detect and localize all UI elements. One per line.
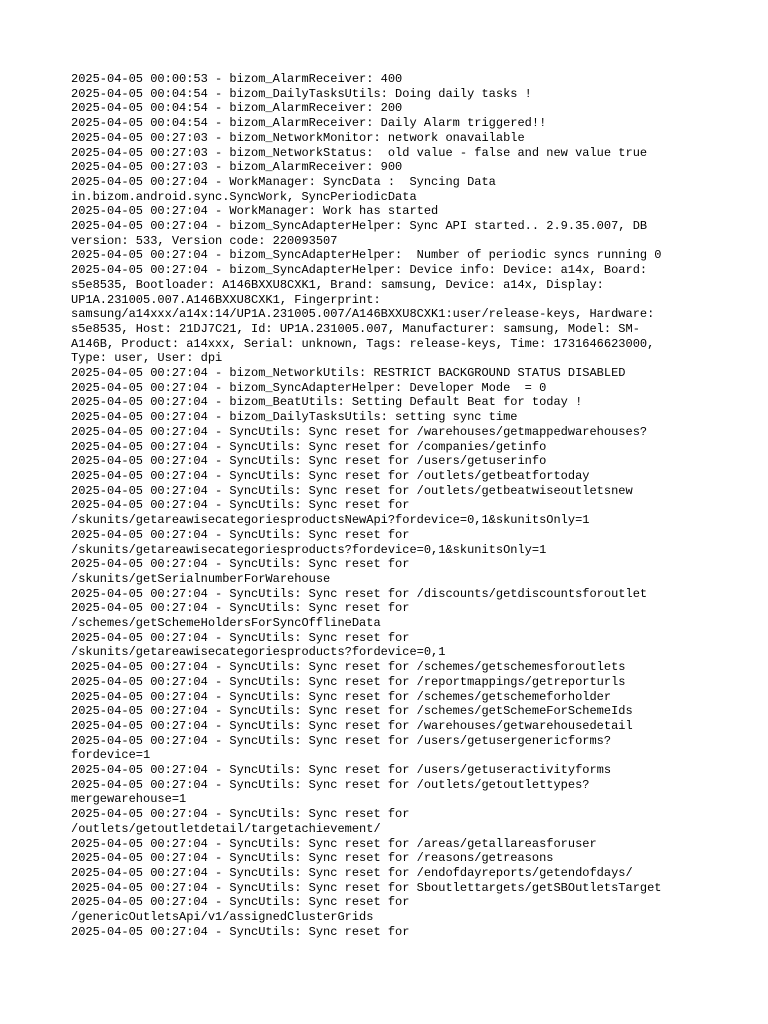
log-line: 2025-04-05 00:27:04 - bizom_SyncAdapterHelper: Sync API started.. 2.9.35.007, DB <box>71 219 648 234</box>
log-line: /skunits/getSerialnumberForWarehouse <box>71 571 331 586</box>
log-line: 2025-04-05 00:27:04 - SyncUtils: Sync reset for /schemes/getschemesforoutlets <box>71 660 626 675</box>
log-line: 2025-04-05 00:27:04 - SyncUtils: Sync reset for <box>71 557 410 572</box>
log-line: 2025-04-05 00:27:04 - SyncUtils: Sync reset for /users/getuseractivityforms <box>71 763 612 778</box>
log-line: 2025-04-05 00:27:04 - bizom_BeatUtils: Setting Default Beat for today ! <box>71 395 583 410</box>
log-line: 2025-04-05 00:27:04 - SyncUtils: Sync reset for /outlets/getbeatfortoday <box>71 468 590 483</box>
log-line: 2025-04-05 00:00:53 - bizom_AlarmReceiver: 400 <box>71 72 403 86</box>
log-line: 2025-04-05 00:27:04 - SyncUtils: Sync reset for /endofdayreports/getendofdays/ <box>71 865 633 880</box>
log-line: 2025-04-05 00:27:04 - SyncUtils: Sync reset for /outlets/getoutlettypes? <box>71 777 590 792</box>
log-line: 2025-04-05 00:27:04 - SyncUtils: Sync reset for <box>71 630 410 645</box>
log-line: s5e8535, Host: 21DJ7C21, Id: UP1A.231005.007, Manufacturer: samsung, Model: SM- <box>71 321 640 336</box>
log-line: 2025-04-05 00:27:04 - SyncUtils: Sync reset for <box>71 498 410 513</box>
log-line: 2025-04-05 00:27:04 - SyncUtils: Sync reset for /warehouses/getwarehousedetail <box>71 718 633 733</box>
log-line: /skunits/getareawisecategoriesproducts?fordevice=0,1 <box>71 645 446 660</box>
log-line: 2025-04-05 00:27:04 - SyncUtils: Sync reset for <box>71 924 410 939</box>
log-line: 2025-04-05 00:27:04 - WorkManager: Work has started <box>71 204 439 219</box>
log-line: /genericOutletsApi/v1/assignedClusterGrids <box>71 910 374 925</box>
log-line: mergewarehouse=1 <box>71 792 187 807</box>
log-line: 2025-04-05 00:27:04 - SyncUtils: Sync reset for /outlets/getbeatwiseoutletsnew <box>71 483 633 498</box>
log-line: 2025-04-05 00:27:04 - SyncUtils: Sync reset for /users/getusergenericforms? <box>71 733 612 748</box>
log-line: 2025-04-05 00:27:04 - bizom_NetworkUtils: RESTRICT BACKGROUND STATUS DISABLED <box>71 366 626 381</box>
log-line: UP1A.231005.007.A146BXXU8CXK1, Fingerprint: <box>71 292 381 307</box>
log-line: 2025-04-05 00:27:04 - bizom_SyncAdapterHelper: Number of periodic syncs running 0 <box>71 248 662 263</box>
log-line: in.bizom.android.sync.SyncWork, SyncPeriodicData <box>71 189 417 204</box>
log-line: 2025-04-05 00:27:04 - bizom_SyncAdapterHelper: Developer Mode = 0 <box>71 380 547 395</box>
log-line: 2025-04-05 00:27:04 - bizom_SyncAdapterHelper: Device info: Device: a14x, Board: <box>71 263 648 278</box>
log-line: samsung/a14xxx/a14x:14/UP1A.231005.007/A146BXXU8CXK1:user/release-keys, Hardware: <box>71 307 655 322</box>
log-line: A146B, Product: a14xxx, Serial: unknown, Tags: release-keys, Time: 1731646623000, <box>71 336 655 351</box>
log-line: 2025-04-05 00:27:04 - SyncUtils: Sync reset for <box>71 895 410 910</box>
log-line: 2025-04-05 00:27:03 - bizom_NetworkStatus: old value - false and new value true <box>71 145 648 160</box>
log-line: s5e8535, Bootloader: A146BXXU8CXK1, Brand: samsung, Device: a14x, Display: <box>71 277 604 292</box>
log-line: /skunits/getareawisecategoriesproductsNewApi?fordevice=0,1&skunitsOnly=1 <box>71 513 590 528</box>
log-line: 2025-04-05 00:27:04 - SyncUtils: Sync reset for Sboutlettargets/getSBOutletsTarget <box>71 880 662 895</box>
log-line: 2025-04-05 00:27:04 - SyncUtils: Sync reset for <box>71 601 410 616</box>
log-line: 2025-04-05 00:27:04 - SyncUtils: Sync reset for /discounts/getdiscountsforoutlet <box>71 586 648 601</box>
log-line: 2025-04-05 00:27:04 - bizom_DailyTasksUtils: setting sync time <box>71 410 518 425</box>
log-line: /skunits/getareawisecategoriesproducts?fordevice=0,1&skunitsOnly=1 <box>71 542 547 557</box>
log-line: fordevice=1 <box>71 748 151 763</box>
log-line: 2025-04-05 00:27:04 - SyncUtils: Sync reset for /companies/getinfo <box>71 439 547 454</box>
log-line: 2025-04-05 00:04:54 - bizom_AlarmReceiver: Daily Alarm triggered!! <box>71 116 547 131</box>
log-line: 2025-04-05 00:27:04 - SyncUtils: Sync reset for /schemes/getSchemeForSchemeIds <box>71 704 633 719</box>
log-line: 2025-04-05 00:27:04 - SyncUtils: Sync reset for /areas/getallareasforuser <box>71 836 597 851</box>
log-text-block <box>71 72 701 939</box>
log-line: 2025-04-05 00:27:04 - SyncUtils: Sync reset for <box>71 527 410 542</box>
log-line: /schemes/getSchemeHoldersForSyncOfflineData <box>71 616 381 631</box>
log-line: 2025-04-05 00:04:54 - bizom_DailyTasksUtils: Doing daily tasks ! <box>71 86 532 101</box>
log-line: 2025-04-05 00:27:04 - WorkManager: SyncData : Syncing Data <box>71 174 496 189</box>
log-line: 2025-04-05 00:27:04 - SyncUtils: Sync reset for /reportmappings/getreporturls <box>71 674 626 689</box>
log-line: /outlets/getoutletdetail/targetachievement/ <box>71 821 381 836</box>
log-line: 2025-04-05 00:27:04 - SyncUtils: Sync reset for /reasons/getreasons <box>71 851 554 866</box>
log-line: version: 533, Version code: 220093507 <box>71 233 338 248</box>
log-line: 2025-04-05 00:27:04 - SyncUtils: Sync reset for /warehouses/getmappedwarehouses? <box>71 424 648 439</box>
log-line: 2025-04-05 00:27:04 - SyncUtils: Sync reset for /users/getuserinfo <box>71 454 547 469</box>
log-line: 2025-04-05 00:27:03 - bizom_AlarmReceiver: 900 <box>71 160 403 175</box>
log-line: 2025-04-05 00:04:54 - bizom_AlarmReceiver: 200 <box>71 101 403 116</box>
log-line: 2025-04-05 00:27:04 - SyncUtils: Sync reset for /schemes/getschemeforholder <box>71 689 612 704</box>
log-line: Type: user, User: dpi <box>71 351 223 366</box>
log-line: 2025-04-05 00:27:03 - bizom_NetworkMonitor: network onavailable <box>71 130 525 145</box>
log-line: 2025-04-05 00:27:04 - SyncUtils: Sync reset for <box>71 807 410 822</box>
